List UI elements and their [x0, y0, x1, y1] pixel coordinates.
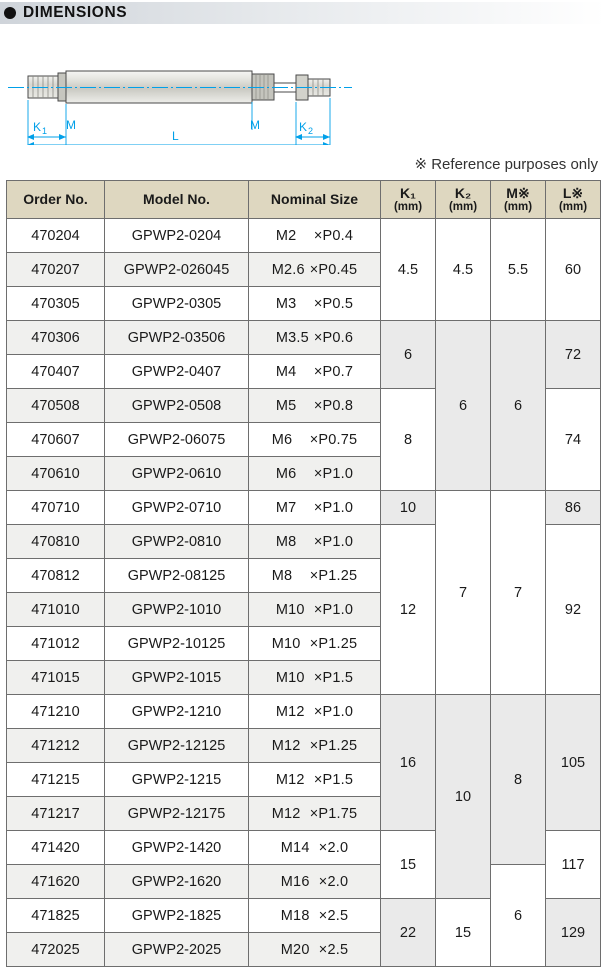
- cell-k2: 7: [436, 491, 491, 695]
- cell-order-no: 470407: [7, 355, 105, 389]
- nominal-size-diameter: M8: [275, 533, 297, 550]
- reference-note: ※ Reference purposes only: [414, 156, 598, 173]
- cell-nominal-size: [249, 797, 381, 831]
- nominal-size-pitch: ×P0.5: [313, 295, 354, 312]
- nominal-size-pitch: ×P1.25: [309, 635, 358, 652]
- cell-model-no: GPWP2-12125: [105, 729, 249, 763]
- cell-nominal-size: [249, 321, 381, 355]
- cell-nominal-size: [249, 865, 381, 899]
- cell-model-no: GPWP2-0407: [105, 355, 249, 389]
- nominal-size-diameter: M20: [280, 941, 310, 958]
- cell-k2: 10: [436, 695, 491, 899]
- cell-order-no: 471012: [7, 627, 105, 661]
- nominal-size-diameter: M10: [275, 669, 305, 686]
- nominal-size-pitch: ×2.0: [318, 839, 349, 856]
- cell-nominal-size: [249, 355, 381, 389]
- nominal-size-pitch: ×P1.75: [309, 805, 358, 822]
- cell-order-no: 471825: [7, 899, 105, 933]
- bullet-icon: [4, 7, 16, 19]
- col-order-no: Order No.: [7, 181, 105, 219]
- cell-k1: 22: [381, 899, 436, 967]
- cell-model-no: GPWP2-0305: [105, 287, 249, 321]
- cell-model-no: GPWP2-1420: [105, 831, 249, 865]
- nominal-size-diameter: M10: [271, 635, 301, 652]
- cell-k2: 4.5: [436, 219, 491, 321]
- cell-nominal-size: [249, 933, 381, 967]
- nominal-size-diameter: M3: [275, 295, 297, 312]
- cell-k1: 10: [381, 491, 436, 525]
- nominal-size-pitch: ×P0.45: [309, 261, 358, 278]
- svg-text:M: M: [250, 118, 260, 132]
- cell-l: 74: [546, 389, 601, 491]
- cell-k1: 15: [381, 831, 436, 899]
- cell-l: 117: [546, 831, 601, 899]
- svg-text:M: M: [66, 118, 76, 132]
- cell-nominal-size: [249, 559, 381, 593]
- col-k1: K₁ (mm): [381, 181, 436, 219]
- nominal-size-pitch: ×P1.0: [313, 703, 354, 720]
- nominal-size-pitch: ×P1.0: [313, 533, 354, 550]
- nominal-size-diameter: M16: [280, 873, 310, 890]
- table-row: [7, 695, 601, 729]
- dimensions-table: [6, 180, 601, 967]
- nominal-size-pitch: ×P1.0: [313, 601, 354, 618]
- cell-order-no: 471015: [7, 661, 105, 695]
- col-l: L※ (mm): [546, 181, 601, 219]
- cell-nominal-size: [249, 729, 381, 763]
- nominal-size-diameter: M3.5: [275, 329, 309, 346]
- table-header-row: [7, 181, 601, 219]
- nominal-size-diameter: M4: [275, 363, 297, 380]
- cell-order-no: 470207: [7, 253, 105, 287]
- cell-order-no: 470305: [7, 287, 105, 321]
- section-header: [0, 0, 606, 26]
- nominal-size-diameter: M12: [275, 771, 305, 788]
- cell-nominal-size: [249, 457, 381, 491]
- nominal-size-diameter: M14: [280, 839, 310, 856]
- cell-order-no: 470306: [7, 321, 105, 355]
- cell-nominal-size: [249, 525, 381, 559]
- cell-nominal-size: [249, 423, 381, 457]
- table-row: [7, 491, 601, 525]
- col-m: M※ (mm): [491, 181, 546, 219]
- cell-m: 6: [491, 865, 546, 967]
- col-k2: K₂ (mm): [436, 181, 491, 219]
- dimension-drawing: [0, 30, 360, 145]
- cell-k1: 16: [381, 695, 436, 831]
- cell-model-no: GPWP2-12175: [105, 797, 249, 831]
- cell-model-no: GPWP2-1210: [105, 695, 249, 729]
- nominal-size-pitch: ×P1.5: [313, 669, 354, 686]
- nominal-size-pitch: ×P0.4: [313, 227, 354, 244]
- cell-model-no: GPWP2-0204: [105, 219, 249, 253]
- nominal-size-diameter: M7: [275, 499, 297, 516]
- cell-nominal-size: [249, 899, 381, 933]
- page-title: DIMENSIONS: [23, 4, 128, 21]
- nominal-size-pitch: ×P1.0: [313, 465, 354, 482]
- cell-order-no: 471620: [7, 865, 105, 899]
- cell-model-no: GPWP2-0508: [105, 389, 249, 423]
- nominal-size-diameter: M6: [275, 465, 297, 482]
- cell-model-no: GPWP2-026045: [105, 253, 249, 287]
- cell-nominal-size: [249, 389, 381, 423]
- nominal-size-pitch: ×P1.5: [313, 771, 354, 788]
- cell-nominal-size: [249, 763, 381, 797]
- cell-order-no: 470204: [7, 219, 105, 253]
- cell-model-no: GPWP2-06075: [105, 423, 249, 457]
- col-model-no: Model No.: [105, 181, 249, 219]
- cell-order-no: 471217: [7, 797, 105, 831]
- nominal-size-pitch: ×2.5: [318, 941, 349, 958]
- header-content: [0, 2, 127, 24]
- cell-m: 6: [491, 321, 546, 491]
- cell-nominal-size: [249, 831, 381, 865]
- table-row: [7, 219, 601, 253]
- nominal-size-pitch: ×2.0: [318, 873, 349, 890]
- table-header: [7, 181, 601, 219]
- svg-text:K: K: [33, 120, 42, 134]
- cell-nominal-size: [249, 661, 381, 695]
- cell-order-no: 472025: [7, 933, 105, 967]
- svg-text:K: K: [299, 120, 308, 134]
- cell-order-no: 471212: [7, 729, 105, 763]
- table-body: [7, 219, 601, 967]
- cell-model-no: GPWP2-1015: [105, 661, 249, 695]
- cell-nominal-size: [249, 593, 381, 627]
- cell-model-no: GPWP2-2025: [105, 933, 249, 967]
- cell-nominal-size: [249, 695, 381, 729]
- cell-order-no: 470610: [7, 457, 105, 491]
- cell-k2: 15: [436, 899, 491, 967]
- cell-model-no: GPWP2-10125: [105, 627, 249, 661]
- cell-model-no: GPWP2-08125: [105, 559, 249, 593]
- cell-m: 7: [491, 491, 546, 695]
- cell-model-no: GPWP2-0810: [105, 525, 249, 559]
- cell-model-no: GPWP2-03506: [105, 321, 249, 355]
- nominal-size-diameter: M5: [275, 397, 297, 414]
- cell-order-no: 471215: [7, 763, 105, 797]
- drawing-svg: [0, 30, 360, 145]
- cell-model-no: GPWP2-1010: [105, 593, 249, 627]
- nominal-size-diameter: M2.6: [271, 261, 305, 278]
- cell-model-no: GPWP2-0610: [105, 457, 249, 491]
- nominal-size-pitch: ×P1.25: [309, 737, 358, 754]
- cell-l: 105: [546, 695, 601, 831]
- svg-text:1: 1: [42, 126, 48, 136]
- cell-order-no: 470812: [7, 559, 105, 593]
- nominal-size-diameter: M8: [271, 567, 293, 584]
- cell-order-no: 471010: [7, 593, 105, 627]
- svg-text:2: 2: [308, 126, 314, 136]
- cell-l: 86: [546, 491, 601, 525]
- cell-m: 8: [491, 695, 546, 865]
- cell-k1: 6: [381, 321, 436, 389]
- cell-k1: 12: [381, 525, 436, 695]
- cell-l: 60: [546, 219, 601, 321]
- nominal-size-diameter: M12: [271, 737, 301, 754]
- svg-text:L: L: [172, 129, 179, 143]
- cell-nominal-size: [249, 219, 381, 253]
- cell-model-no: GPWP2-0710: [105, 491, 249, 525]
- col-nominal-size: Nominal Size: [249, 181, 381, 219]
- nominal-size-diameter: M2: [275, 227, 297, 244]
- table-row: [7, 321, 601, 355]
- nominal-size-diameter: M12: [271, 805, 301, 822]
- nominal-size-diameter: M18: [280, 907, 310, 924]
- cell-k1: 8: [381, 389, 436, 491]
- nominal-size-diameter: M10: [275, 601, 305, 618]
- cell-order-no: 470508: [7, 389, 105, 423]
- nominal-size-pitch: ×P1.0: [313, 499, 354, 516]
- cell-model-no: GPWP2-1215: [105, 763, 249, 797]
- nominal-size-pitch: ×P0.7: [313, 363, 354, 380]
- nominal-size-pitch: ×2.5: [318, 907, 349, 924]
- cell-l: 72: [546, 321, 601, 389]
- cell-model-no: GPWP2-1620: [105, 865, 249, 899]
- cell-order-no: 470710: [7, 491, 105, 525]
- cell-nominal-size: [249, 491, 381, 525]
- nominal-size-pitch: ×P0.75: [309, 431, 358, 448]
- cell-model-no: GPWP2-1825: [105, 899, 249, 933]
- cell-nominal-size: [249, 287, 381, 321]
- cell-order-no: 470607: [7, 423, 105, 457]
- cell-k2: 6: [436, 321, 491, 491]
- cell-l: 92: [546, 525, 601, 695]
- nominal-size-pitch: ×P0.8: [313, 397, 354, 414]
- cell-order-no: 471210: [7, 695, 105, 729]
- table-row: [7, 865, 601, 899]
- nominal-size-pitch: ×P1.25: [309, 567, 358, 584]
- cell-nominal-size: [249, 627, 381, 661]
- cell-l: 129: [546, 899, 601, 967]
- cell-order-no: 470810: [7, 525, 105, 559]
- cell-m: 5.5: [491, 219, 546, 321]
- cell-k1: 4.5: [381, 219, 436, 321]
- nominal-size-diameter: M6: [271, 431, 293, 448]
- cell-order-no: 471420: [7, 831, 105, 865]
- nominal-size-pitch: ×P0.6: [313, 329, 354, 346]
- cell-nominal-size: [249, 253, 381, 287]
- nominal-size-diameter: M12: [275, 703, 305, 720]
